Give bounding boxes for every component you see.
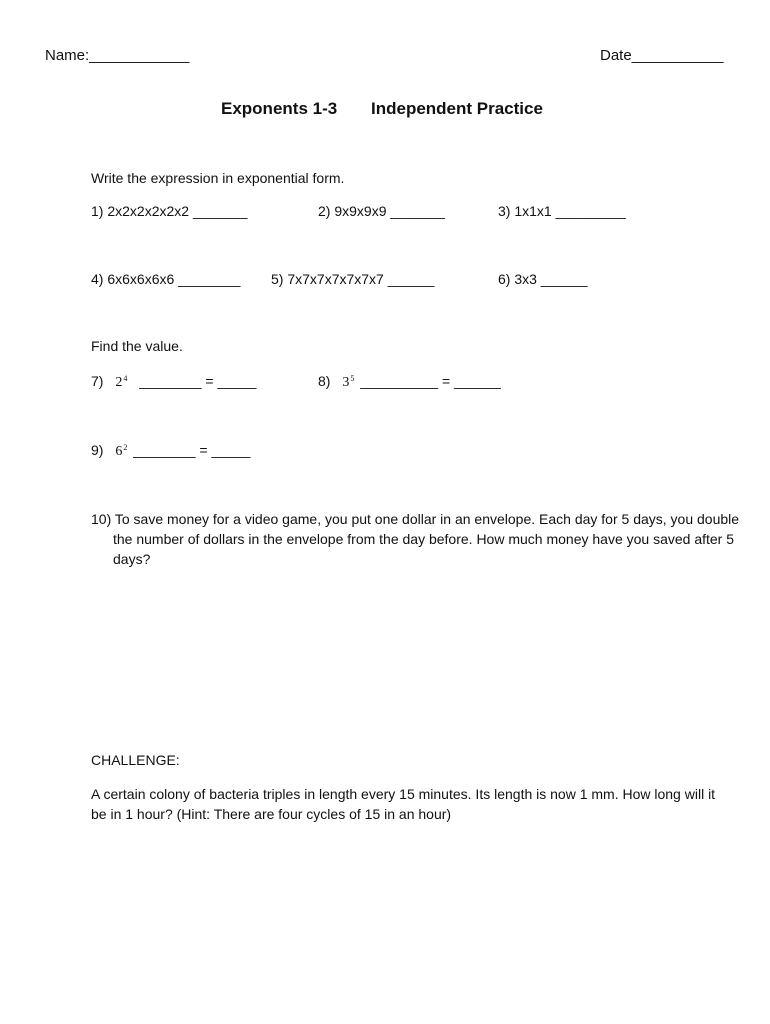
problem-7-exponent: 4 [123, 374, 128, 383]
problem-9-base: 6 [115, 444, 123, 459]
problem-9-power [115, 444, 127, 459]
problem-2: 2) 9x9x9x9 _______ [318, 203, 445, 219]
problem-8-answer-blanks: __________ = ______ [360, 373, 501, 389]
problem-5: 5) 7x7x7x7x7x7x7 ______ [271, 271, 435, 287]
problem-7 [91, 372, 256, 392]
problem-9 [91, 441, 250, 461]
name-field-label: Name:____________ [45, 47, 190, 64]
problem-9-answer-blanks: ________ = _____ [133, 442, 251, 458]
problem-4: 4) 6x6x6x6x6 ________ [91, 271, 241, 287]
problem-8-power [342, 375, 354, 390]
problem-8 [318, 372, 501, 392]
worksheet-title: Exponents 1-3 [221, 99, 338, 118]
section2-instruction: Find the value. [91, 338, 183, 354]
challenge-heading: CHALLENGE: [91, 752, 180, 768]
problem-6: 6) 3x3 ______ [498, 271, 588, 287]
problem-7-power [115, 375, 127, 390]
problem-9-number: 9) [91, 442, 104, 458]
problem-8-base: 3 [342, 375, 350, 390]
challenge-text: A certain colony of bacteria triples in length every 15 minutes. Its length is now 1 mm. How long will it be in 1 hour? (Hint: There are four cycles of 15 in an hour) [91, 786, 716, 822]
date-field-label: Date___________ [600, 47, 724, 64]
problem-8-number: 8) [318, 373, 331, 389]
problem-7-answer-blanks: ________ = _____ [139, 373, 257, 389]
worksheet-subtitle: Independent Practice [371, 99, 543, 118]
problem-8-exponent: 5 [350, 374, 355, 383]
problem-3: 3) 1x1x1 _________ [498, 203, 626, 219]
problem-10: 10) To save money for a video game, you put one dollar in an envelope. Each day for 5 days, you double the number of dollars in the envelope from the day before. How much money have you saved after 5 days? [91, 511, 740, 567]
section1-instruction: Write the expression in exponential form. [91, 170, 345, 186]
problem-7-base: 2 [115, 375, 123, 390]
problem-1: 1) 2x2x2x2x2x2 _______ [91, 203, 248, 219]
problem-7-number: 7) [91, 373, 104, 389]
problem-9-exponent: 2 [123, 443, 128, 452]
